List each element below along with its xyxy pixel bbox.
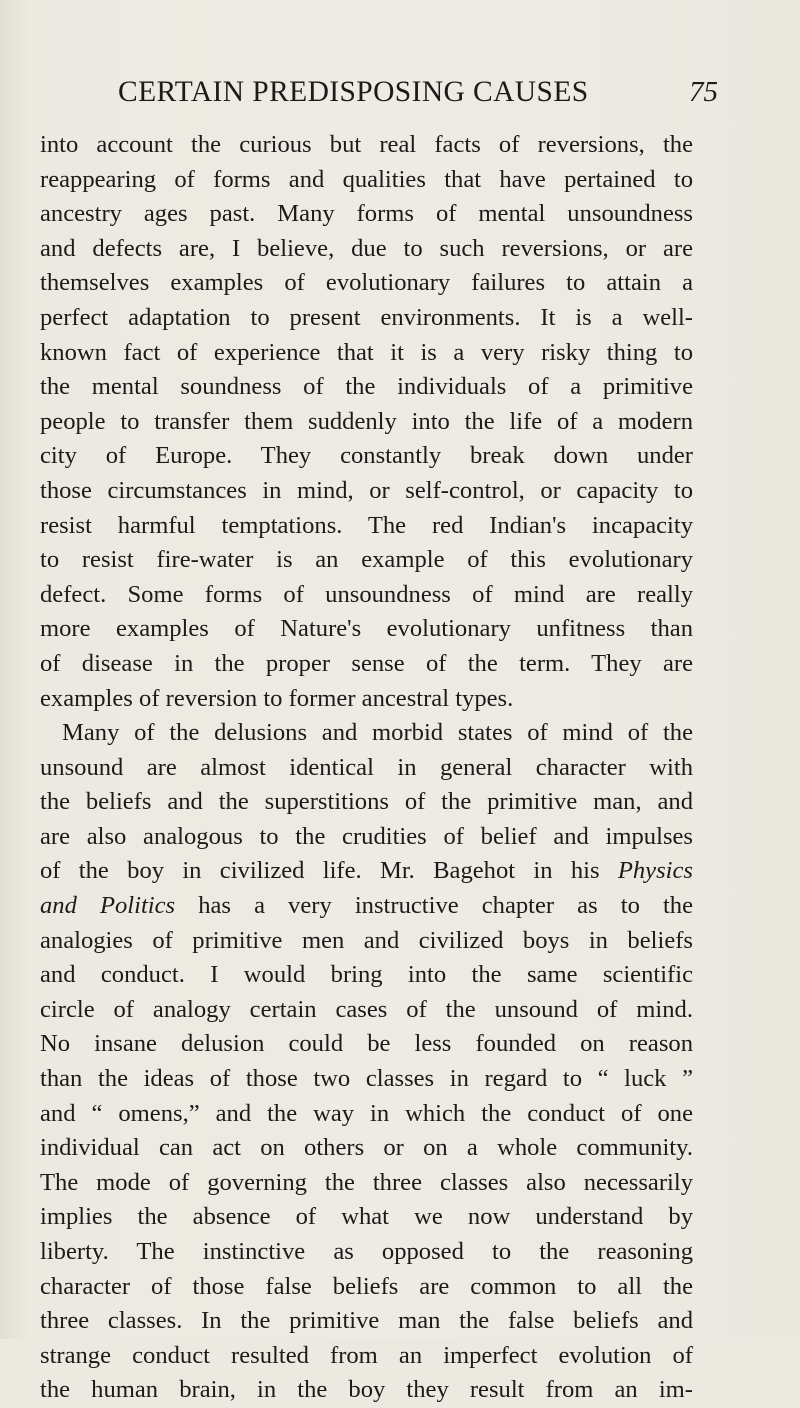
text-line: of disease in the proper sense of the term. They are xyxy=(40,649,693,677)
text-line-with-italic xyxy=(40,854,693,889)
text-segment: has a very instructive chapter as to the xyxy=(198,892,693,920)
text-line: themselves examples of evolutionary failures to attain a xyxy=(40,269,693,297)
page-number: 75 xyxy=(689,76,718,108)
text-line: those circumstances in mind, or self-control, or capacity to xyxy=(40,476,693,504)
text-line: resist harmful temptations. The red Indian's incapacity xyxy=(40,511,693,539)
text-line: to resist fire-water is an example of this evolutionary xyxy=(40,546,693,574)
text-line: The mode of governing the three classes also necessarily xyxy=(40,1168,693,1196)
text-line: than the ideas of those two classes in regard to “ luck ” xyxy=(40,1065,693,1093)
running-title: CERTAIN PREDISPOSING CAUSES xyxy=(118,76,589,108)
text-line: the beliefs and the superstitions of the primitive man, and xyxy=(40,788,693,816)
text-line: reappearing of forms and qualities that have pertained to xyxy=(40,165,693,193)
text-line: the mental soundness of the individuals of a primitive xyxy=(40,373,693,401)
italic-title: and Politics xyxy=(40,892,176,920)
text-line: No insane delusion could be less founded on reason xyxy=(40,1030,693,1058)
running-head xyxy=(118,76,718,116)
text-line: implies the absence of what we now understand by xyxy=(40,1203,693,1231)
text-line: more examples of Nature's evolutionary unfitness than xyxy=(40,615,693,643)
text-line: into account the curious but real facts of reversions, the xyxy=(40,131,693,158)
text-line: examples of reversion to former ancestral types. xyxy=(40,684,514,712)
text-line: perfect adaptation to present environments. It is a well- xyxy=(40,303,693,331)
body-text xyxy=(40,128,693,1408)
text-line: defect. Some forms of unsoundness of mind are really xyxy=(40,580,693,608)
text-line: people to transfer them suddenly into the life of a modern xyxy=(40,407,693,435)
text-line: and conduct. I would bring into the same scientific xyxy=(40,961,693,989)
text-line: and defects are, I believe, due to such reversions, or are xyxy=(40,234,693,262)
text-line: character of those false beliefs are common to all the xyxy=(40,1272,693,1300)
text-line: known fact of experience that it is a very risky thing to xyxy=(40,338,693,366)
text-line: ancestry ages past. Many forms of mental unsoundness xyxy=(40,200,693,228)
text-line: city of Europe. They constantly break down under xyxy=(40,442,693,470)
text-line: analogies of primitive men and civilized boys in beliefs xyxy=(40,926,693,954)
text-line: unsound are almost identical in general character with xyxy=(40,753,693,781)
text-line: are also analogous to the crudities of belief and impulses xyxy=(40,822,693,850)
italic-title: Physics xyxy=(617,857,693,885)
text-line: Many of the delusions and morbid states of mind of the xyxy=(62,719,693,747)
text-line: individual can act on others or on a whole community. xyxy=(40,1134,693,1162)
text-line: the human brain, in the boy they result from an im- xyxy=(40,1376,693,1404)
text-line: strange conduct resulted from an imperfect evolution of xyxy=(40,1341,693,1369)
text-segment: of the boy in civilized life. Mr. Bagehot in his xyxy=(40,857,600,885)
text-line: liberty. The instinctive as opposed to the reasoning xyxy=(40,1238,693,1265)
text-line: and “ omens,” and the way in which the conduct of one xyxy=(40,1099,693,1127)
text-line-with-italic xyxy=(40,889,693,924)
text-line: circle of analogy certain cases of the unsound of mind. xyxy=(40,995,693,1023)
text-line: three classes. In the primitive man the false beliefs and xyxy=(40,1307,693,1335)
